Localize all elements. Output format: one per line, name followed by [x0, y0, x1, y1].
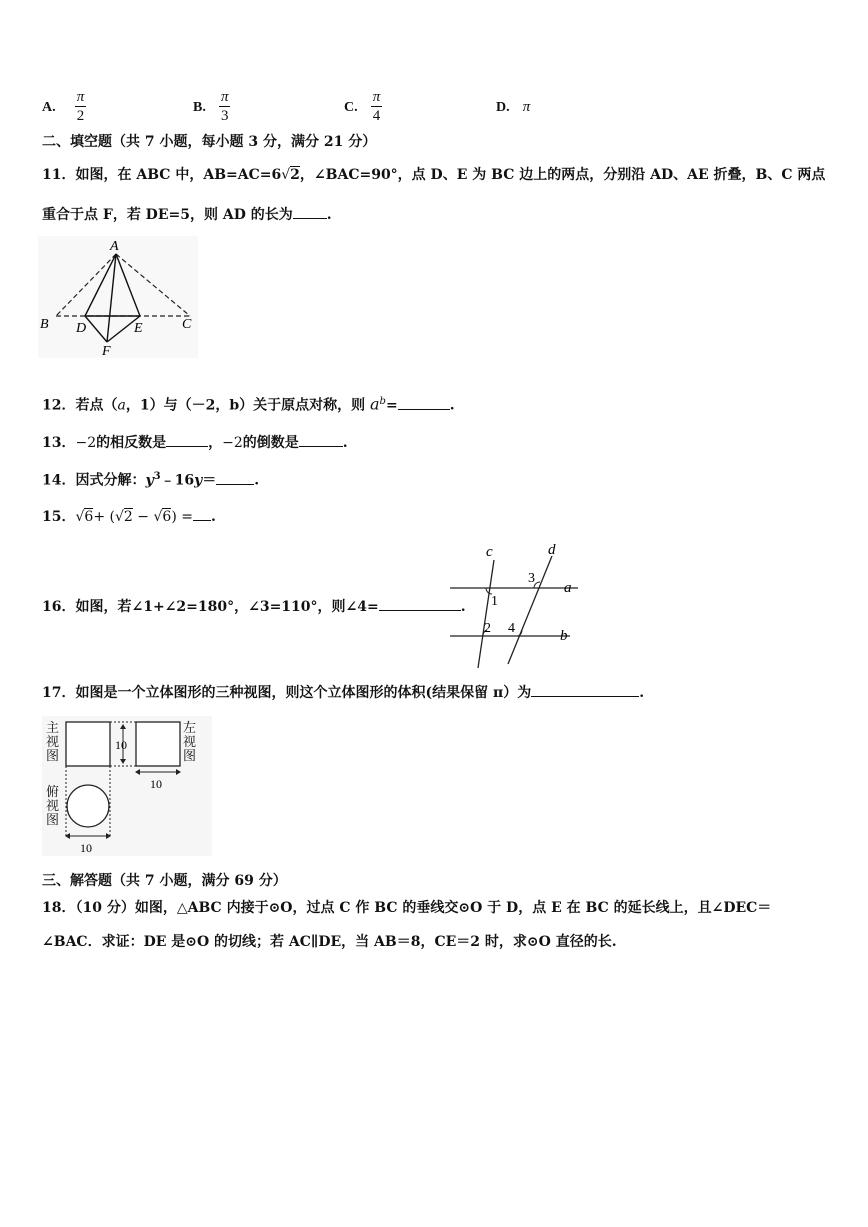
label-side-view: 左视图: [183, 721, 197, 764]
q10-option-b: [193, 88, 230, 125]
label-b: B: [40, 317, 49, 332]
q11-fold-figure: [38, 236, 198, 358]
answer-blank[interactable]: [398, 395, 450, 410]
dimension-label-top: 10: [80, 841, 92, 855]
label-a: a: [564, 580, 572, 596]
sqrt-symbol: √: [153, 509, 163, 525]
q17: 17．如图是一个立体图形的三种视图，则这个立体图形的体积(结果保留 π）为 .: [42, 682, 644, 703]
answer-blank[interactable]: [531, 682, 639, 697]
q14: 14．因式分解：$y^3﹣16y=$ .: [42, 471, 260, 489]
sqrt-symbol: √: [281, 167, 291, 183]
label-front-view: 主视图: [46, 721, 60, 764]
q11-line2: 重合于点 F，若 DE=5，则 AD 的长为 .: [42, 204, 332, 225]
q12: 12．若点（a，1）与（－2，b）关于原点对称，则 $a^b=$ .: [42, 394, 455, 414]
fraction: $\frac{\pi}{3}$: [220, 89, 229, 124]
dimension-label-height: 10: [115, 738, 127, 752]
q10-option-d: [496, 96, 530, 116]
dimension-label-side: 10: [150, 777, 162, 791]
label-angle-1: 1: [491, 594, 498, 609]
label-angle-3: 3: [528, 571, 535, 586]
label-d: d: [548, 542, 556, 558]
q16-parallel-lines-figure: [446, 540, 586, 670]
q18-line2: ∠BAC．求证：DE 是⊙O 的切线；若 AC∥DE，当 AB＝8，CE＝2 时，求⊙O 直径的长.: [42, 934, 617, 950]
label-angle-2: 2: [484, 621, 491, 636]
label-f: F: [102, 344, 111, 358]
label-d: D: [76, 321, 87, 336]
q16: 16．如图，若∠1+∠2=180°，∠3=110°，则∠4= .: [42, 596, 466, 617]
answer-blank[interactable]: [216, 470, 254, 485]
q15: 15．√6+ (√2 − √6) = .: [42, 506, 216, 527]
answer-blank[interactable]: [193, 506, 211, 521]
top-view-circle: [67, 785, 109, 827]
front-view-square: [66, 722, 110, 766]
line-c: [478, 560, 494, 668]
label-c: c: [486, 544, 493, 560]
q13: 13．−2的相反数是 ，−2的倒数是 .: [42, 432, 348, 453]
label-c: C: [182, 317, 192, 332]
option-letter: A.: [42, 100, 56, 115]
section-title-solution: 三、解答题（共 7 小题，满分 69 分）: [42, 873, 287, 889]
side-view-square: [136, 722, 180, 766]
label-b: b: [560, 628, 568, 644]
sqrt-symbol: √: [75, 509, 85, 525]
label-top-view: 俯视图: [46, 785, 60, 828]
label-angle-4: 4: [508, 621, 515, 636]
q10-option-c: [344, 88, 382, 125]
label-a: A: [110, 239, 119, 254]
fraction: $\frac{\pi}{4}$: [372, 89, 381, 124]
option-letter: B.: [193, 100, 206, 115]
fraction: $\frac{\pi}{2}$: [76, 89, 85, 124]
q10-option-a: [42, 88, 86, 125]
section-title-fill-in: 二、填空题（共 7 小题，每小题 3 分，满分 21 分）: [42, 134, 377, 150]
q18-line1: 18．（10 分）如图，△ABC 内接于⊙O，过点 C 作 BC 的垂线交⊙O 于 D，点 E 在 BC 的延长线上，且∠DEC＝: [42, 900, 772, 916]
sqrt-symbol: √: [114, 509, 124, 525]
answer-blank[interactable]: [299, 432, 343, 447]
option-value: π: [522, 99, 531, 115]
answer-blank[interactable]: [293, 204, 327, 219]
answer-blank[interactable]: [166, 432, 208, 447]
option-letter: C.: [344, 100, 358, 115]
q11-line1: 11．如图，在 ABC 中，AB=AC=6√2，∠BAC=90°，点 D、E 为 BC 边上的两点，分别沿 AD、AE 折叠，B、C 两点: [42, 167, 826, 183]
option-letter: D.: [496, 100, 510, 115]
figure-background: [38, 236, 198, 358]
label-e: E: [134, 321, 143, 336]
